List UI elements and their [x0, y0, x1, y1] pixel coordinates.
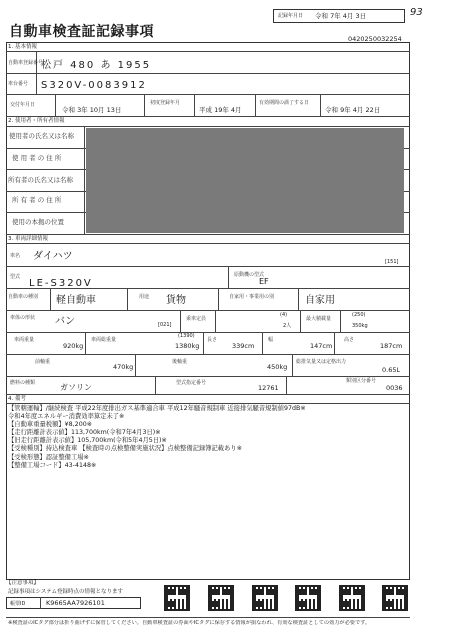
record-id: K9665AA7926101 — [46, 599, 105, 607]
qr-code-5 — [339, 585, 365, 611]
remarks-line: 【旧走行距離計表示値】105,700km(令和5年4月5日)※ — [8, 437, 167, 445]
owner-name-label: 所有者の氏名又は名称 — [8, 176, 73, 184]
length: 339cm — [232, 342, 255, 350]
body-code: [021] — [158, 322, 172, 328]
fuel: ガソリン — [60, 383, 92, 392]
reg-no: 松戸 480 あ 1955 — [41, 60, 152, 71]
weight-label: 車両重量 — [14, 337, 35, 343]
rear-axle-label: 後軸重 — [172, 359, 188, 365]
notes-heading: 【注意事項】 — [6, 580, 40, 586]
use-label: 用途 — [139, 294, 150, 300]
remarks-line: 【受検形態】認証整備工場※ — [8, 453, 89, 461]
bottom-note: ※検査証のICタグ部分は折り曲げずに保管してください。自動車検査証の券面やICタグに保存する情報が損なわれ、有効な検査証としての効力が必要です。 — [8, 620, 371, 626]
qr-code-3 — [252, 585, 278, 611]
gross-weight: 1380kg — [175, 342, 200, 350]
remarks-line: 令和4年度エネルギー消費効率算定未了※ — [8, 413, 125, 421]
maker: ダイハツ — [33, 251, 73, 262]
type-cert-label: 型式指定番号 — [176, 380, 207, 386]
gross-top: (1390) — [178, 333, 195, 339]
displacement-label: 総排気量又は定格出力 — [296, 359, 347, 365]
expiry-date: 令和 9年 4月 22日 — [325, 106, 381, 114]
remarks-block — [8, 405, 306, 470]
gross-label: 車両総重量 — [91, 337, 117, 343]
remarks-line: 【自動車重量税額】¥8,200※ — [8, 421, 92, 429]
engine-label: 原動機の型式 — [234, 272, 265, 278]
vehicle-weight: 920kg — [63, 342, 84, 350]
type-cert: 12761 — [258, 384, 279, 392]
page-title: 自動車検査証記録事項 — [9, 24, 154, 40]
recorded-date: 令和 7年 4月 3日 — [315, 12, 367, 20]
handwritten-mark: 93 — [410, 7, 423, 18]
remarks-line: 【走行距離計表示値】113,700km(令和7年4月3日)※ — [8, 429, 161, 437]
owner-address-label: 所 有 者 の 住 所 — [12, 196, 62, 204]
model-label: 型式 — [10, 274, 21, 280]
front-axle-label: 前軸重 — [35, 359, 51, 365]
body-shape: バン — [55, 316, 75, 327]
model: LE-S320V — [29, 278, 93, 289]
engine: EF — [259, 277, 269, 286]
section4-heading: 4. 備考 — [8, 396, 26, 402]
private-label: 自家用・事業用の別 — [229, 294, 275, 300]
section3-heading: 3. 車両詳細情報 — [8, 236, 48, 242]
category-label: 類別区分番号 — [346, 378, 377, 384]
capacity-top: (4) — [280, 312, 288, 318]
displacement: 0.65L — [382, 366, 401, 374]
height-label: 高さ — [344, 337, 355, 343]
max-load: 350kg — [352, 323, 368, 329]
private: 自家用 — [305, 295, 335, 306]
max-load-label: 最大積載量 — [306, 316, 332, 322]
length-label: 長さ — [207, 337, 218, 343]
kind-label: 自動車の種別 — [8, 294, 39, 300]
notes-line: 記録事項はシステム登録時点の情報となります — [8, 589, 123, 595]
width-label: 幅 — [268, 337, 274, 343]
width: 147cm — [310, 342, 333, 350]
qr-code-6 — [382, 585, 408, 611]
section2-heading: 2. 使用者・所有者情報 — [8, 118, 65, 124]
section1-heading: 1. 基本情報 — [8, 44, 37, 50]
issue-date-label: 交付年月日 — [10, 102, 36, 108]
body-label: 車体の形状 — [10, 315, 36, 321]
remarks-line: 【整備工場コード】43-4148※ — [8, 461, 97, 469]
category: 0036 — [386, 384, 403, 392]
base-location-label: 使用の本拠の位置 — [12, 218, 64, 226]
maker-code: [151] — [385, 259, 399, 265]
front-axle: 470kg — [113, 363, 134, 371]
fuel-label: 燃料の種類 — [10, 380, 36, 386]
maker-label: 車名 — [10, 253, 21, 259]
first-reg: 平成 19年 4月 — [199, 106, 242, 114]
document-frame — [6, 42, 410, 580]
capacity: 2人 — [283, 323, 292, 329]
qr-code-4 — [295, 585, 321, 611]
reg-no-label: 自動車登録番号 — [8, 60, 44, 66]
recorded-date-label: 記録年月日 — [278, 13, 304, 19]
rear-axle: 450kg — [267, 363, 288, 371]
use: 貨物 — [166, 295, 186, 306]
user-name-label: 使用者の氏名又は名称 — [9, 132, 74, 140]
first-reg-label: 初度登録年月 — [150, 100, 181, 106]
document-number: 0420250032254 — [348, 35, 402, 43]
max-load-top: (250) — [352, 312, 366, 318]
remarks-line: 【受検種別】持込検査車 【検査時の点検整備実施状況】点検整備記録簿記載あり※ — [8, 445, 242, 453]
chassis-label: 車台番号 — [8, 81, 29, 87]
qr-code-1 — [164, 585, 190, 611]
expiry-label: 有効期間の満了する日 — [259, 100, 310, 106]
capacity-label: 乗車定員 — [186, 316, 207, 322]
record-id-label: 帳票ID — [10, 601, 26, 607]
issue-date: 令和 3年 10月 13日 — [62, 106, 122, 114]
user-address-label: 使 用 者 の 住 所 — [12, 154, 62, 162]
height: 187cm — [380, 342, 403, 350]
redacted-personal-info — [86, 128, 404, 233]
qr-code-2 — [208, 585, 234, 611]
chassis-number: S320V-0083912 — [41, 80, 147, 91]
remarks-line: 【管轄運輸】/継続検査 平成22年度排出ガス基準適合車 平成12年騒音規制車 近接排気騒音規制値97dB※ — [8, 405, 306, 412]
kind: 軽自動車 — [56, 295, 96, 306]
